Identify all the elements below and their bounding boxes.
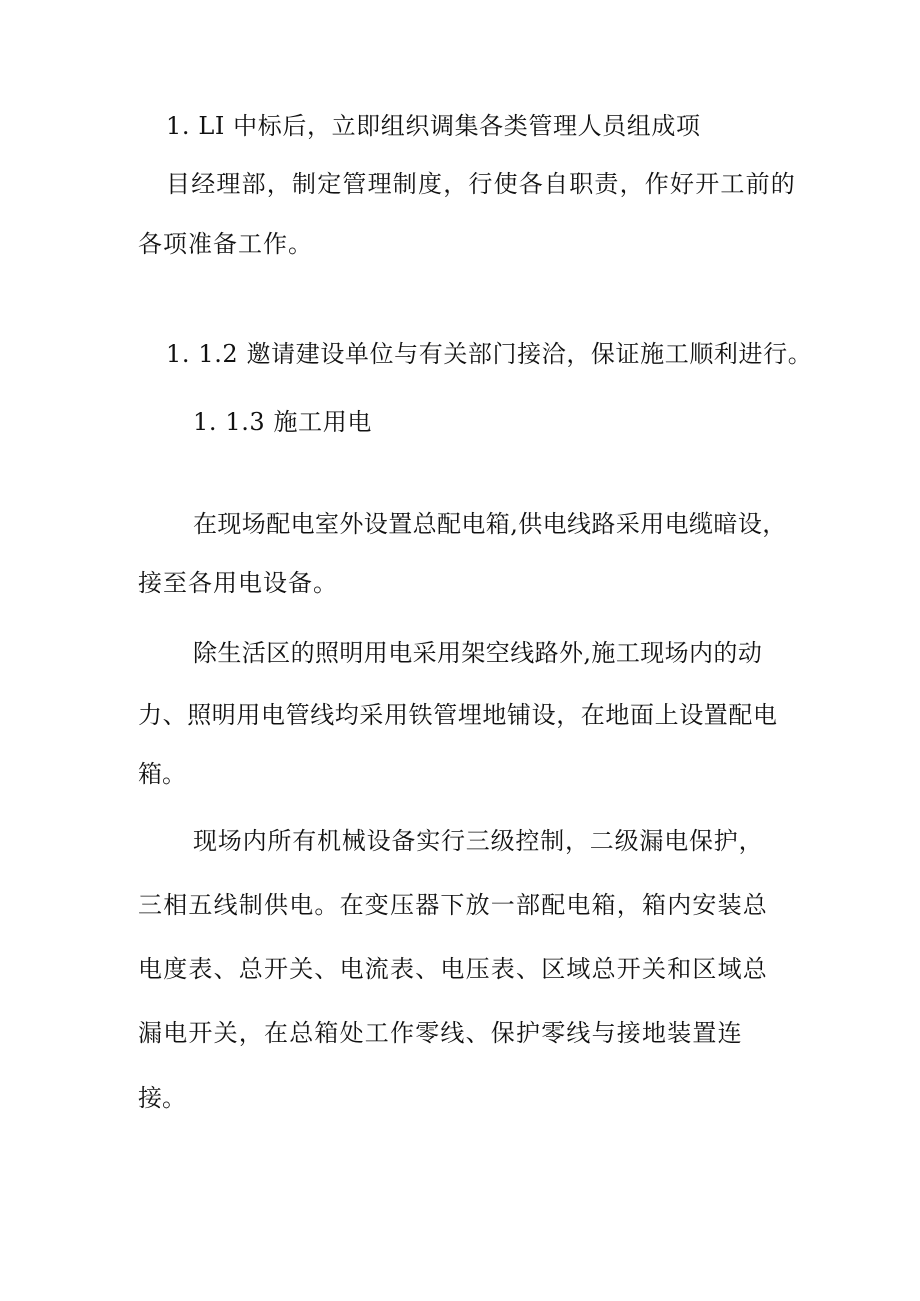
text-line: 在现场配电室外设置总配电箱,供电线路采用电缆暗设， xyxy=(193,510,787,538)
text-line: 各项准备工作。 xyxy=(138,230,313,258)
text-line: 1. 1.2 邀请建设单位与有关部门接洽，保证施工顺利进行。 xyxy=(166,340,813,368)
text-line: 除生活区的照明用电采用架空线路外,施工现场内的动 xyxy=(193,639,763,667)
text-line: 现场内所有机械设备实行三级控制，二级漏电保护， xyxy=(193,827,764,855)
text-line: 箱。 xyxy=(138,760,186,788)
text-line: 漏电开关，在总箱处工作零线、保护零线与接地装置连 xyxy=(138,1019,743,1047)
section-heading: 1. 1.3 施工用电 xyxy=(193,408,372,436)
text-line: 接至各用电设备。 xyxy=(138,569,338,597)
text-line: 电度表、总开关、电流表、电压表、区域总开关和区域总 xyxy=(138,955,768,983)
text-line: 三相五线制供电。在变压器下放一部配电箱，箱内安装总 xyxy=(138,891,768,919)
text-line: 1. LI 中标后，立即组织调集各类管理人员组成项 xyxy=(166,112,701,140)
text-line: 目经理部，制定管理制度，行使各自职责，作好开工前的 xyxy=(166,170,796,198)
text-line: 力、照明用电管线均采用铁管埋地铺设，在地面上设置配电 xyxy=(138,701,778,729)
text-line: 接。 xyxy=(138,1084,186,1112)
